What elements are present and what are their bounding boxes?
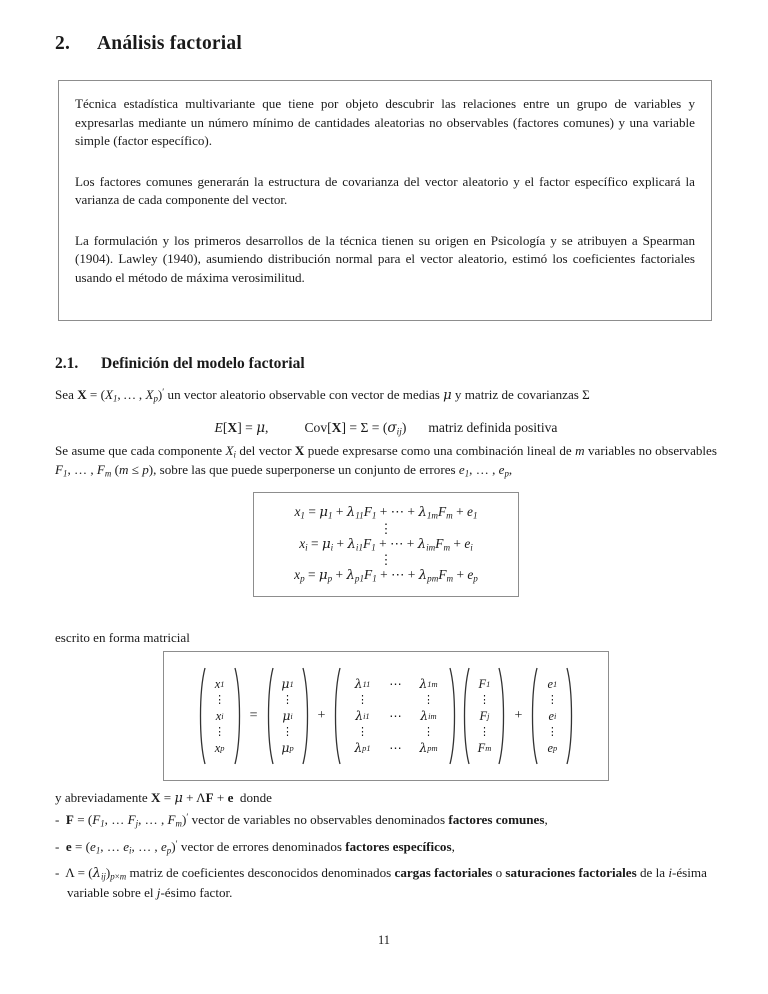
- subsection-heading: [55, 355, 715, 373]
- subsection-number: 2.1.: [55, 355, 79, 372]
- bullet-item-2: [55, 838, 717, 858]
- equation-row-2: $x_i = \mu_i + \lambda_{i1}F_1$ + ⋯ + $\lambda_{im}F_m + e_i$: [299, 535, 473, 553]
- subsection-title-text: Definición del modelo factorial: [101, 355, 305, 372]
- expectation-equation: [55, 420, 717, 437]
- matricial-intro: [55, 629, 717, 647]
- right-paren-icon: [498, 666, 507, 766]
- expectation-line: E[X] = μ, $Cov[X] = \Sigma = (\sigma_{ij})$ matriz definida positiva: [214, 420, 558, 437]
- bullet-1-mid: vector de variables no observables denominados: [188, 812, 449, 828]
- matrix-x-vector: x 1 ⋮ x i ⋮ x p: [197, 666, 243, 766]
- bullet-1-text: - $F = (F_1$, … $F_j$, … , $F_m)'$ vector de variables no observables denominados factores comunes,: [55, 812, 548, 829]
- bullet-2-text: - $e = (e_1$, … $e_i$, … , $e_p)'$ vector de errores denominados factores específicos,: [55, 839, 455, 856]
- bullet-1-bold: factores comunes: [448, 812, 545, 828]
- bullet-3-text: - $\Lambda = (\lambda_{ij})_{p\times m}$ matriz de coeficientes desconocidos denominados cargas factoriales o saturaciones factoriales de la i-ésima variable sobre el j-ésimo factor.: [55, 865, 707, 900]
- equation-row-1: $x_1 = \mu_1 + \lambda_{11}F_1$ + ⋯ + $\lambda_{1m}F_m + e_1$: [294, 503, 478, 521]
- equals-operator: =: [249, 708, 258, 723]
- matrix-lambda: λ 11 ⋮ λ i1 ⋮ λ p1 ⋯ ⋯ ⋯ λ 1m ⋮ λ im ⋮ λ pm: [332, 666, 458, 766]
- assumption-paragraph: [55, 442, 717, 479]
- left-paren-icon: [332, 666, 341, 766]
- equations-framed-box: [253, 492, 519, 597]
- left-paren-icon: [461, 666, 470, 766]
- intro-framed-box: [58, 80, 712, 321]
- intro-paragraph-1: Técnica estadística multivariante que tiene por objeto descubrir las relaciones entre un grupo de variables y expresarlas mediante un número mínimo de cantidades aleatorias no observables (factores comunes) y una variable simple (factor específico).: [75, 96, 695, 149]
- abbrev-text: y abreviadamente X = μ + ΛF + e donde: [55, 790, 272, 806]
- equation-vdots-1: ⋮: [379, 520, 393, 536]
- bullet-3-mid: matriz de coeficientes desconocidos denominados: [126, 865, 395, 880]
- right-paren-icon: [449, 666, 458, 766]
- equation-stack: [294, 504, 478, 585]
- equation-vdots-2: ⋮: [379, 552, 393, 568]
- matrix-e-vector: e 1 ⋮ e i ⋮ e p: [529, 666, 575, 766]
- plus-operator-2: +: [514, 708, 523, 723]
- abbreviation-line: [55, 789, 717, 808]
- page-folio: [0, 933, 768, 948]
- right-paren-icon: [302, 666, 311, 766]
- bullet-item-1: [55, 811, 717, 831]
- escrito-line: escrito en forma matricial: [55, 630, 190, 645]
- matrix-f-vector: F 1 ⋮ F j ⋮ F m: [461, 666, 507, 766]
- bullet-2-mid: vector de errores denominados: [177, 839, 346, 855]
- definition-paragraph: [55, 386, 717, 405]
- subsection-title: [55, 355, 715, 373]
- bullet-3-conj: o: [492, 865, 506, 880]
- left-paren-icon: [529, 666, 538, 766]
- matrix-expression: [197, 666, 576, 766]
- plus-operator-1: +: [317, 708, 326, 723]
- bullet-3-tail: de la i-ésima variable sobre el j-ésimo factor.: [67, 865, 707, 900]
- intro-paragraph-3: La formulación y los primeros desarrollos de la técnica tienen su origen en Psicología y se atribuyen a Spearman (1904). Lawley (1940), asumiendo distribución normal para el vector aleatorio, estimó los coeficientes factoriales usando el método de máxima verosimilitud.: [75, 232, 695, 286]
- bullet-2-tail: ,: [451, 839, 455, 855]
- se-asume-line: Se asume que cada componente $X_i$ del vector X puede expresarse como una combinación lineal de m variables no observables $F_1$, … , $F_m$ (m ≤ p), sobre las que puede superponerse un conjunto de errores $e_1$, … , $e_p$,: [55, 443, 717, 478]
- page-number: 11: [378, 933, 390, 947]
- left-paren-icon: [197, 666, 206, 766]
- bullet-item-3: [55, 864, 717, 903]
- sea-line: Sea $X = (X_1$, … , $X_p)'$ un vector aleatorio observable con vector de medias μ y matriz de covarianzas Σ: [55, 387, 590, 404]
- bullet-2-bold: factores específicos: [345, 839, 452, 855]
- right-paren-icon: [566, 666, 575, 766]
- left-paren-icon: [265, 666, 274, 766]
- equation-row-3: $x_p = \mu_p + \lambda_{p1}F_1$ + ⋯ + $\lambda_{pm}F_m + e_p$: [294, 567, 478, 584]
- intro-paragraph-2: Los factores comunes generarán la estructura de covarianza del vector aleatorio y el factor específico explicará la varianza de cada componente del vector.: [75, 173, 695, 208]
- bullet-1-tail: ,: [544, 812, 548, 828]
- section-number: 2.: [55, 33, 71, 54]
- matrix-framed-box: [163, 651, 609, 781]
- right-paren-icon: [234, 666, 243, 766]
- expectation-tail: matriz definida positiva: [428, 420, 558, 435]
- section-title-text: Análisis factorial: [97, 33, 242, 54]
- page-title: [55, 33, 715, 54]
- section-heading: [55, 33, 715, 54]
- bullet-3-bold-1: cargas factoriales: [394, 865, 493, 880]
- bullet-3-bold-2: saturaciones factoriales: [505, 865, 637, 880]
- matrix-mu-vector: μ 1 ⋮ μ i ⋮ μ p: [265, 666, 311, 766]
